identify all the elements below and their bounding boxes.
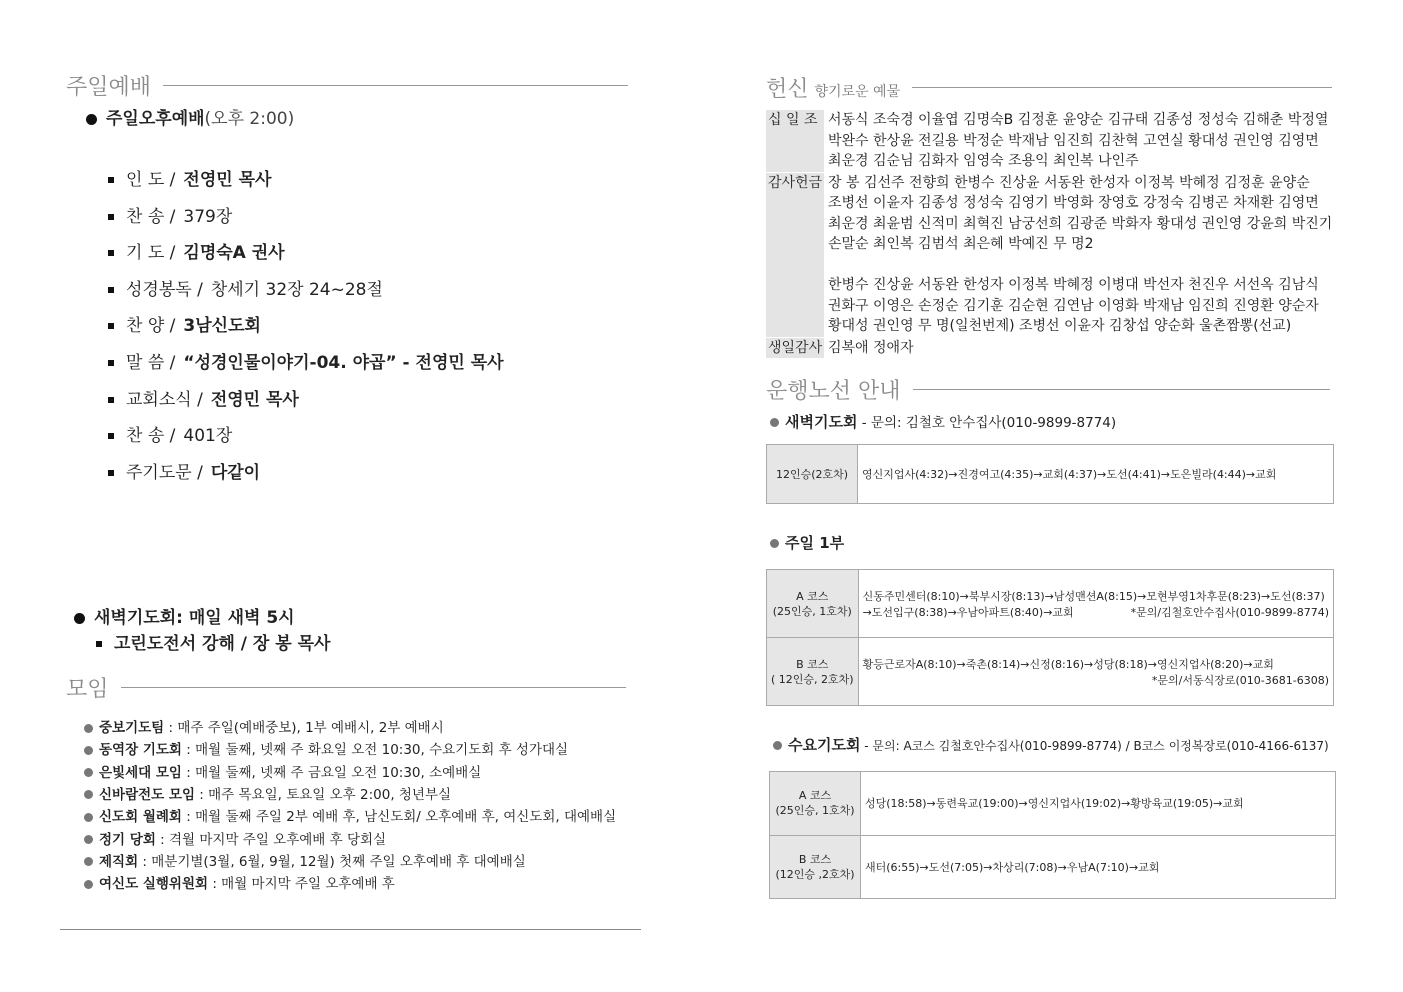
meeting-desc: : 매분기별(3월, 6월, 9월, 12월) 첫째 주일 오후예배 후 대예배실 bbox=[138, 853, 526, 870]
offering-title: 헌신 bbox=[766, 77, 809, 102]
offering-line: 한병수 진상윤 서동완 한성자 이정복 박혜정 이병대 박선자 천진우 서선옥 김남식 bbox=[828, 277, 1319, 293]
order-item bbox=[108, 385, 299, 410]
order-item bbox=[108, 458, 260, 483]
divider bbox=[121, 687, 626, 688]
wed-route-name: 수요기도회 bbox=[788, 736, 861, 754]
divider bbox=[912, 87, 1332, 88]
order-label: 주기도문 / bbox=[126, 462, 203, 483]
table-row bbox=[767, 570, 1334, 638]
meeting-item bbox=[84, 738, 568, 758]
meeting-name: 제직회 bbox=[99, 853, 139, 870]
route-vehicle: A 코스 (25인승, 1호차) bbox=[767, 570, 859, 638]
bullet-icon bbox=[84, 813, 93, 822]
offering-line: 김복애 정애자 bbox=[828, 339, 914, 356]
meeting-name: 동역장 기도회 bbox=[99, 742, 182, 759]
order-item bbox=[108, 238, 285, 263]
offering-category: 감사헌금 bbox=[766, 173, 824, 337]
square-bullet-icon bbox=[108, 287, 114, 293]
offering-row bbox=[766, 173, 1342, 337]
route-vehicle: B 코스 (12인승 ,2호차) bbox=[770, 835, 861, 899]
table-row bbox=[770, 835, 1336, 899]
square-bullet-icon bbox=[96, 641, 102, 647]
offering-names bbox=[824, 110, 1342, 172]
offering-line: 조병선 이윤자 김종성 정성숙 김영기 박영화 장영호 강정숙 김병곤 차재환 김영면 bbox=[828, 195, 1319, 211]
square-bullet-icon bbox=[108, 177, 114, 183]
meeting-desc: : 매월 마지막 주일 오후예배 후 bbox=[208, 876, 395, 893]
dawn-prayer-detail: 고린도전서 강해 / 장 봉 목사 bbox=[114, 634, 331, 654]
order-label: 교회소식 / bbox=[126, 389, 203, 410]
sunday-route-heading bbox=[770, 532, 844, 553]
meeting-name: 은빛세대 모임 bbox=[99, 764, 182, 781]
meeting-item bbox=[84, 761, 481, 781]
offering-category: 십 일 조 bbox=[766, 110, 824, 172]
meeting-name: 신바람전도 모임 bbox=[99, 786, 195, 803]
bullet-icon bbox=[84, 790, 93, 799]
meeting-item bbox=[84, 872, 395, 892]
wed-route-table bbox=[769, 771, 1336, 899]
meeting-title: 모임 bbox=[66, 677, 109, 702]
order-value: “성경인물이야기-04. 야곱” - 전영민 목사 bbox=[183, 353, 504, 373]
offering-names bbox=[824, 173, 1342, 337]
wed-route-contact: - 문의: A코스 김철호안수집사(010-9899-8774) / B코스 이정복장로(010-4166-6137) bbox=[860, 739, 1329, 753]
service-time: (오후 2:00) bbox=[204, 109, 295, 129]
square-bullet-icon bbox=[108, 397, 114, 403]
bullet-icon bbox=[84, 880, 93, 889]
meeting-name: 여신도 실행위원회 bbox=[99, 876, 209, 893]
dawn-route-contact: - 문의: 김철호 안수집사(010-9899-8774) bbox=[857, 415, 1117, 431]
meeting-desc: : 매주 목요일, 토요일 오후 2:00, 청년부실 bbox=[195, 786, 452, 803]
dawn-prayer-heading bbox=[74, 603, 295, 628]
order-item bbox=[108, 348, 504, 373]
offering-line: 장 봉 김선주 전향희 한병수 진상윤 서동완 한성자 이정복 박혜정 김정훈 윤양순 bbox=[828, 174, 1310, 191]
order-item bbox=[108, 421, 232, 446]
meeting-item bbox=[84, 850, 526, 870]
bullet-icon bbox=[84, 768, 93, 777]
offering-line: 최운경 최윤범 신적미 최혁진 남궁선희 김광준 박화자 황대성 권인영 강윤희 박진기 bbox=[828, 215, 1333, 232]
meeting-name: 정기 당회 bbox=[99, 831, 156, 848]
order-item bbox=[108, 165, 271, 190]
dawn-route-name: 새벽기도회 bbox=[785, 413, 858, 431]
meeting-section-header bbox=[66, 672, 626, 703]
service-heading bbox=[86, 104, 294, 129]
order-item bbox=[108, 311, 261, 336]
route-title: 운행노선 안내 bbox=[766, 379, 901, 404]
order-value: 전영민 목사 bbox=[183, 170, 272, 190]
square-bullet-icon bbox=[108, 433, 114, 439]
square-bullet-icon bbox=[108, 360, 114, 366]
offering-line: 권화구 이영은 손정순 김기훈 김순현 김연남 이영화 박재남 임진희 진영환 양순자 bbox=[828, 297, 1319, 314]
offering-line: 최운경 김순님 김화자 임영숙 조용익 최인복 나인주 bbox=[828, 153, 1139, 169]
route-stops: 새터(6:55)→도선(7:05)→차상리(7:08)→우남A(7:10)→교회 bbox=[861, 835, 1336, 899]
divider bbox=[163, 85, 628, 86]
order-value: 3남신도회 bbox=[183, 316, 261, 337]
order-value: 전영민 목사 bbox=[210, 389, 299, 410]
meeting-desc: : 격월 마지막 주일 오후예배 후 당회실 bbox=[155, 831, 387, 848]
worship-section-header bbox=[66, 70, 628, 101]
wed-route-heading bbox=[773, 734, 1329, 755]
table-row bbox=[767, 638, 1334, 706]
order-label: 기 도 / bbox=[126, 243, 176, 264]
order-label: 찬 양 / bbox=[126, 316, 176, 337]
route-section-header bbox=[766, 374, 1330, 405]
order-value: 창세기 32장 24~28절 bbox=[210, 279, 383, 300]
order-item bbox=[108, 202, 232, 227]
meeting-item bbox=[84, 805, 616, 825]
meeting-item bbox=[84, 828, 386, 848]
dawn-prayer-detail-row bbox=[96, 629, 330, 654]
bullet-icon bbox=[84, 724, 93, 733]
offering-line: 손말순 최인복 김범석 최은혜 박예진 무 명2 bbox=[828, 236, 1094, 252]
meeting-desc: : 매월 둘째, 넷째 주 금요일 오전 10:30, 소예배실 bbox=[181, 764, 482, 781]
sunday-route-name: 주일 1부 bbox=[785, 534, 845, 552]
offering-subtitle: 향기로운 예물 bbox=[814, 83, 901, 100]
meeting-desc: : 매주 주일(예배중보), 1부 예배시, 2부 예배시 bbox=[164, 720, 444, 736]
offering-row bbox=[766, 338, 1342, 359]
meeting-desc: : 매월 둘째, 넷째 주 화요일 오전 10:30, 수요기도회 후 성가대실 bbox=[181, 742, 569, 759]
order-value: 401장 bbox=[183, 426, 233, 447]
bullet-icon bbox=[86, 114, 97, 125]
offering-section-header bbox=[766, 72, 1332, 103]
order-label: 찬 송 / bbox=[126, 206, 176, 227]
square-bullet-icon bbox=[108, 470, 114, 476]
offering-names bbox=[824, 338, 1342, 359]
bullet-icon bbox=[74, 613, 85, 624]
order-label: 찬 송 / bbox=[126, 426, 176, 447]
dawn-route-table bbox=[766, 444, 1334, 504]
bullet-icon bbox=[773, 741, 782, 750]
route-stops: 황등근로자A(8:10)→죽촌(8:14)→신정(8:16)→성당(8:18)→영신지업사(8:20)→교회 *문의/서동식장로(010-3681-6308) bbox=[858, 638, 1333, 706]
order-label: 말 씀 / bbox=[126, 353, 176, 373]
table-row bbox=[767, 445, 1334, 504]
order-value: 다같이 bbox=[210, 462, 261, 483]
offering-line: 황대성 권인영 무 명(일천번제) 조병선 이윤자 김창섭 양순화 울촌짬뽕(선교) bbox=[828, 318, 1292, 334]
meeting-desc: : 매월 둘째 주일 2부 예배 후, 남신도회/ 오후예배 후, 여신도회, 대예배실 bbox=[181, 809, 617, 826]
route-vehicle: 12인승(2호차) bbox=[767, 445, 858, 504]
route-vehicle: B 코스 ( 12인승, 2호차) bbox=[767, 638, 859, 706]
meeting-item bbox=[84, 783, 451, 803]
square-bullet-icon bbox=[108, 323, 114, 329]
square-bullet-icon bbox=[108, 250, 114, 256]
offering-line: 박완수 한상윤 전길용 박정순 박재남 임진희 김찬혁 고연실 황대성 권인영 김영면 bbox=[828, 132, 1319, 149]
dawn-prayer-title: 새벽기도회: 매일 새벽 5시 bbox=[94, 608, 295, 628]
route-stops: 성당(18:58)→동련육교(19:00)→영신지업사(19:02)→황방육교(19:05)→교회 bbox=[861, 772, 1336, 836]
bullet-icon bbox=[84, 746, 93, 755]
meeting-name: 신도회 월례회 bbox=[99, 809, 182, 826]
meeting-item bbox=[84, 716, 444, 736]
offering-line bbox=[828, 255, 1342, 276]
dawn-route-heading bbox=[770, 411, 1116, 432]
sunday-route-table bbox=[766, 569, 1334, 706]
route-vehicle: A 코스 (25인승, 1호차) bbox=[770, 772, 861, 836]
service-name: 주일오후예배 bbox=[106, 109, 205, 129]
divider bbox=[913, 389, 1330, 390]
footer-divider bbox=[60, 929, 641, 930]
order-item bbox=[108, 275, 383, 300]
worship-title: 주일예배 bbox=[66, 75, 152, 100]
order-value: 379장 bbox=[183, 206, 233, 227]
bullet-icon bbox=[84, 857, 93, 866]
meeting-name: 중보기도팀 bbox=[99, 720, 165, 736]
route-stops: 신동주민센터(8:10)→북부시장(8:13)→남성맨션A(8:15)→모현부영1차후문(8:23)→도선(8:37) →도선입구(8:38)→우남아파트(8:40)→교회 *문의/김철호안수집사(010-9899-8774) bbox=[858, 570, 1333, 638]
order-label: 인 도 / bbox=[126, 170, 176, 190]
offering-line: 서동식 조숙경 이율엽 김명숙B 김정훈 윤양순 김규태 김종성 정성숙 김해춘 박정열 bbox=[828, 112, 1329, 128]
order-value: 김명숙A 권사 bbox=[183, 243, 285, 264]
table-row bbox=[770, 772, 1336, 836]
route-stops: 영신지업사(4:32)→진경여고(4:35)→교회(4:37)→도선(4:41)→도은빌라(4:44)→교회 bbox=[858, 445, 1334, 504]
bullet-icon bbox=[770, 418, 779, 427]
square-bullet-icon bbox=[108, 214, 114, 220]
offering-row bbox=[766, 110, 1342, 172]
order-label: 성경봉독 / bbox=[126, 279, 203, 300]
bullet-icon bbox=[84, 835, 93, 844]
bullet-icon bbox=[770, 539, 779, 548]
offering-category: 생일감사 bbox=[766, 338, 824, 359]
